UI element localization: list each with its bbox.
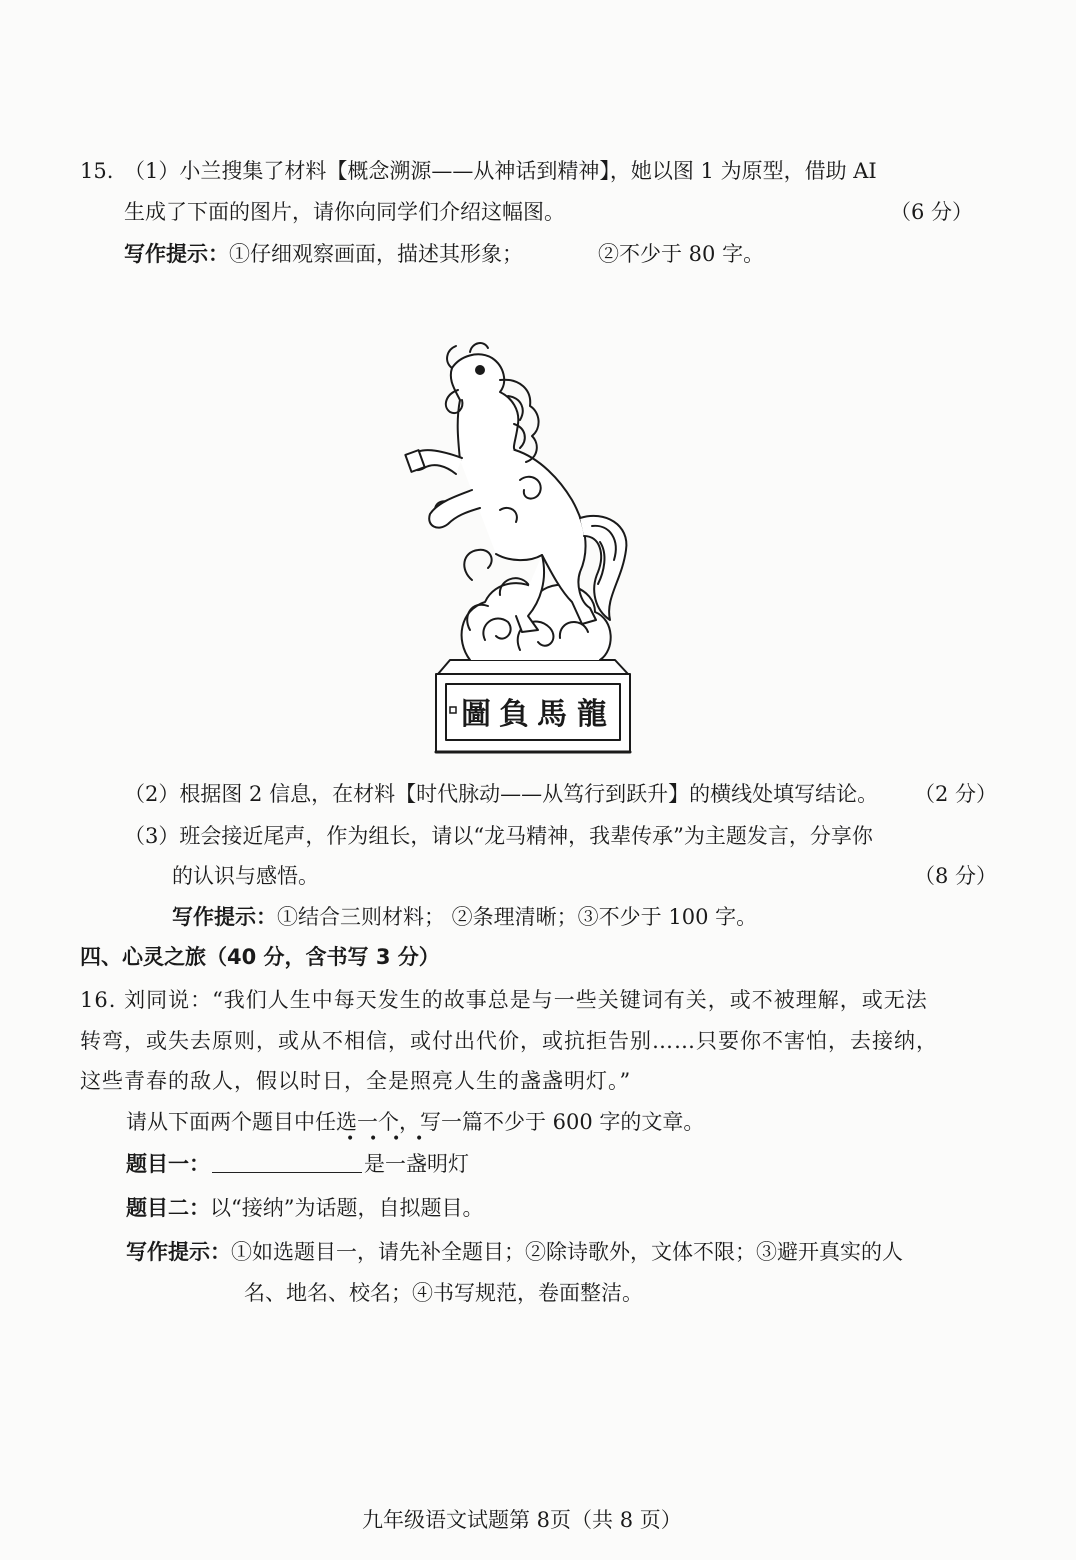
hint-item: ①如选题目一，请先补全题目；②除诗歌外，文体不限；③避开真实的人	[231, 1240, 903, 1264]
hint-label: 写作提示：	[124, 242, 229, 266]
page-footer: 九年级语文试题第 8页（共 8 页）	[362, 1508, 682, 1532]
inscription-char-4: 龍	[577, 697, 607, 732]
q15-part2: （2）根据图 2 信息，在材料【时代脉动——从笃行到跃升】的横线处填写结论。	[124, 782, 879, 806]
emphasis-dot: •	[415, 1131, 424, 1147]
instruction-text: 请从下面两个题目中	[126, 1110, 315, 1134]
q15-number: 15.	[80, 159, 114, 183]
section-title: 四、心灵之旅（40 分，含书写 3 分）	[80, 945, 440, 969]
q16-prompt-line1: 16. 刘同说：“我们人生中每天发生的故事总是与一些关键词有关，或不被理解，或无法	[80, 988, 928, 1012]
hint-label: 写作提示：	[126, 1240, 231, 1264]
q15-part3-line2: 的认识与感悟。	[172, 864, 319, 888]
q15-hint1	[124, 239, 523, 269]
instruction-text-end: ，写一篇不少于 600 字的文章。	[399, 1110, 705, 1134]
q15-part1-points: （6 分）	[890, 200, 974, 224]
topic2-label: 题目二：	[126, 1196, 210, 1220]
q15-part1-line1: （1）小兰搜集了材料【概念溯源——从神话到精神】，她以图 1 为原型，借助 AI	[124, 159, 877, 183]
inscription-char-2: 負	[499, 697, 529, 732]
statue-illustration	[400, 340, 650, 760]
q16-hint-line1	[126, 1237, 903, 1267]
emphasized-text: 任选一个	[315, 1110, 399, 1134]
topic1-text: 是一盏明灯	[364, 1152, 469, 1176]
emphasis-dot: •	[392, 1131, 401, 1147]
q16-topic2	[126, 1193, 483, 1223]
q16-topic1	[126, 1149, 469, 1179]
emphasis-dot: •	[369, 1131, 378, 1147]
q16-prompt-line3: 这些青春的敌人，假以时日，全是照亮人生的盏盏明灯。”	[80, 1069, 632, 1093]
hint-item: ①结合三则材料； ②条理清晰；③不少于 100 字。	[277, 905, 758, 929]
dragon-horse-statue-figure	[400, 340, 650, 760]
q15-part2-points: （2 分）	[914, 782, 998, 806]
inscription-char-1: 圖	[461, 697, 491, 732]
q15-hint2	[172, 902, 757, 932]
inscription-char-3: 馬	[537, 697, 567, 732]
q16-prompt-line2: 转弯，或失去原则，或从不相信，或付出代价，或抗拒告别……只要你不害怕，去接纳，	[80, 1029, 938, 1053]
q15-part3-line1: （3）班会接近尾声，作为组长，请以“龙马精神，我辈传承”为主题发言，分享你	[124, 824, 873, 848]
q16-hint-line2: 名、地名、校名；④书写规范，卷面整洁。	[244, 1281, 643, 1305]
topic1-label: 题目一：	[126, 1152, 210, 1176]
q15-hint1-second: ②不少于 80 字。	[598, 242, 765, 266]
topic1-blank	[212, 1150, 362, 1173]
emphasis-dot: •	[346, 1131, 355, 1147]
topic2-text: 以“接纳”为话题，自拟题目。	[210, 1196, 484, 1220]
hint-item: ①仔细观察画面，描述其形象；	[229, 242, 523, 266]
hint-label: 写作提示：	[172, 905, 277, 929]
q15-part1-line2: 生成了下面的图片，请你向同学们介绍这幅图。	[124, 200, 565, 224]
q15-part3-points: （8 分）	[914, 864, 998, 888]
